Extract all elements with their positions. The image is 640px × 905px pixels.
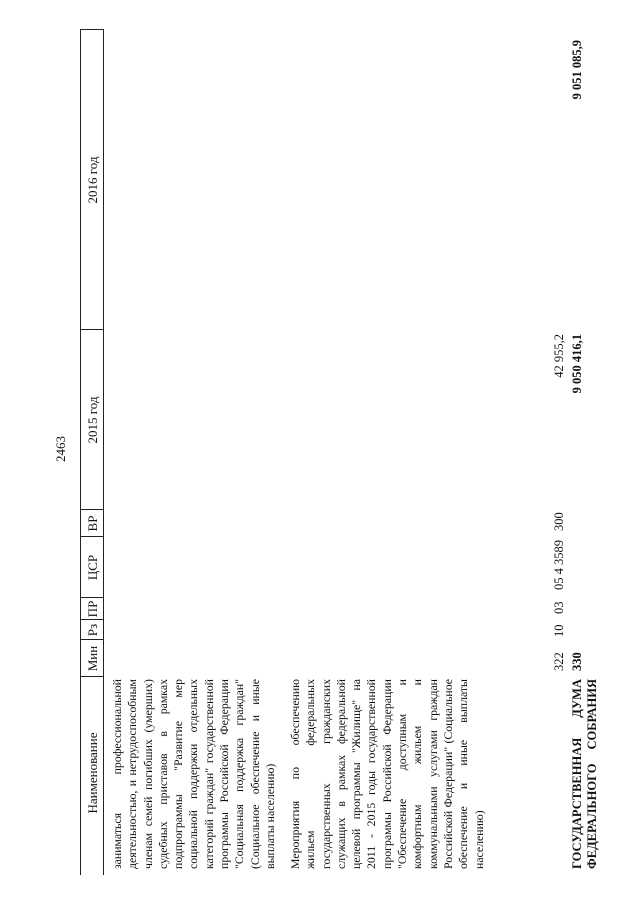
table-row-2015: 42 955,2 — [552, 334, 566, 378]
header-2016: 2016 год — [85, 156, 100, 204]
total-row-2016: 9 051 085,9 — [570, 40, 584, 100]
header-vr: ВР — [85, 515, 100, 532]
table-row-name: заниматься профессиональной деятельностью, и нетрудоспособным членам семей погибших (умерших) судебных приставов в рамках подпрограммы "Развитие мер социальной поддержки отдельных категорий граждан" государственной программы Российской Федерации "Социальная поддержка граждан" (Социальное обеспечение и иные выплаты населению) — [110, 679, 277, 869]
total-row-name: ГОСУДАРСТВЕННАЯ ДУМА ФЕДЕРАЛЬНОГО СОБРАНИЯ — [570, 679, 599, 869]
header-name: Наименование — [85, 732, 100, 814]
table-row-rz: 10 — [552, 624, 566, 637]
header-2015: 2015 год — [85, 396, 100, 444]
header-csr: ЦСР — [85, 554, 100, 581]
table-row-min: 322 — [552, 652, 566, 671]
table-row-vr: 300 — [552, 512, 566, 531]
table-header-bottom-border — [103, 30, 104, 875]
table-row-name: Мероприятия по обеспечению жильем федеральных государственных гражданских служащих в рамках федеральной целевой программы "Жилище" на 2011 - 2015 годы государственной программы Российской Федерации "Обеспечение доступным и комфортным жильем и коммунальными услугами граждан Российской Федерации" (Социальное обеспечение и иные выплаты населению) — [288, 679, 486, 869]
header-min: Мин — [85, 645, 100, 672]
table-top-border — [80, 30, 81, 875]
total-row-min: 330 — [570, 652, 584, 671]
page-number: 2463 — [53, 436, 68, 462]
total-row-2015: 9 050 416,1 — [570, 334, 584, 394]
table-row-csr: 05 4 3589 — [552, 540, 566, 590]
header-rz: Рз — [85, 623, 100, 637]
table-row-pr: 03 — [552, 601, 566, 614]
header-pr: ПР — [85, 600, 100, 618]
